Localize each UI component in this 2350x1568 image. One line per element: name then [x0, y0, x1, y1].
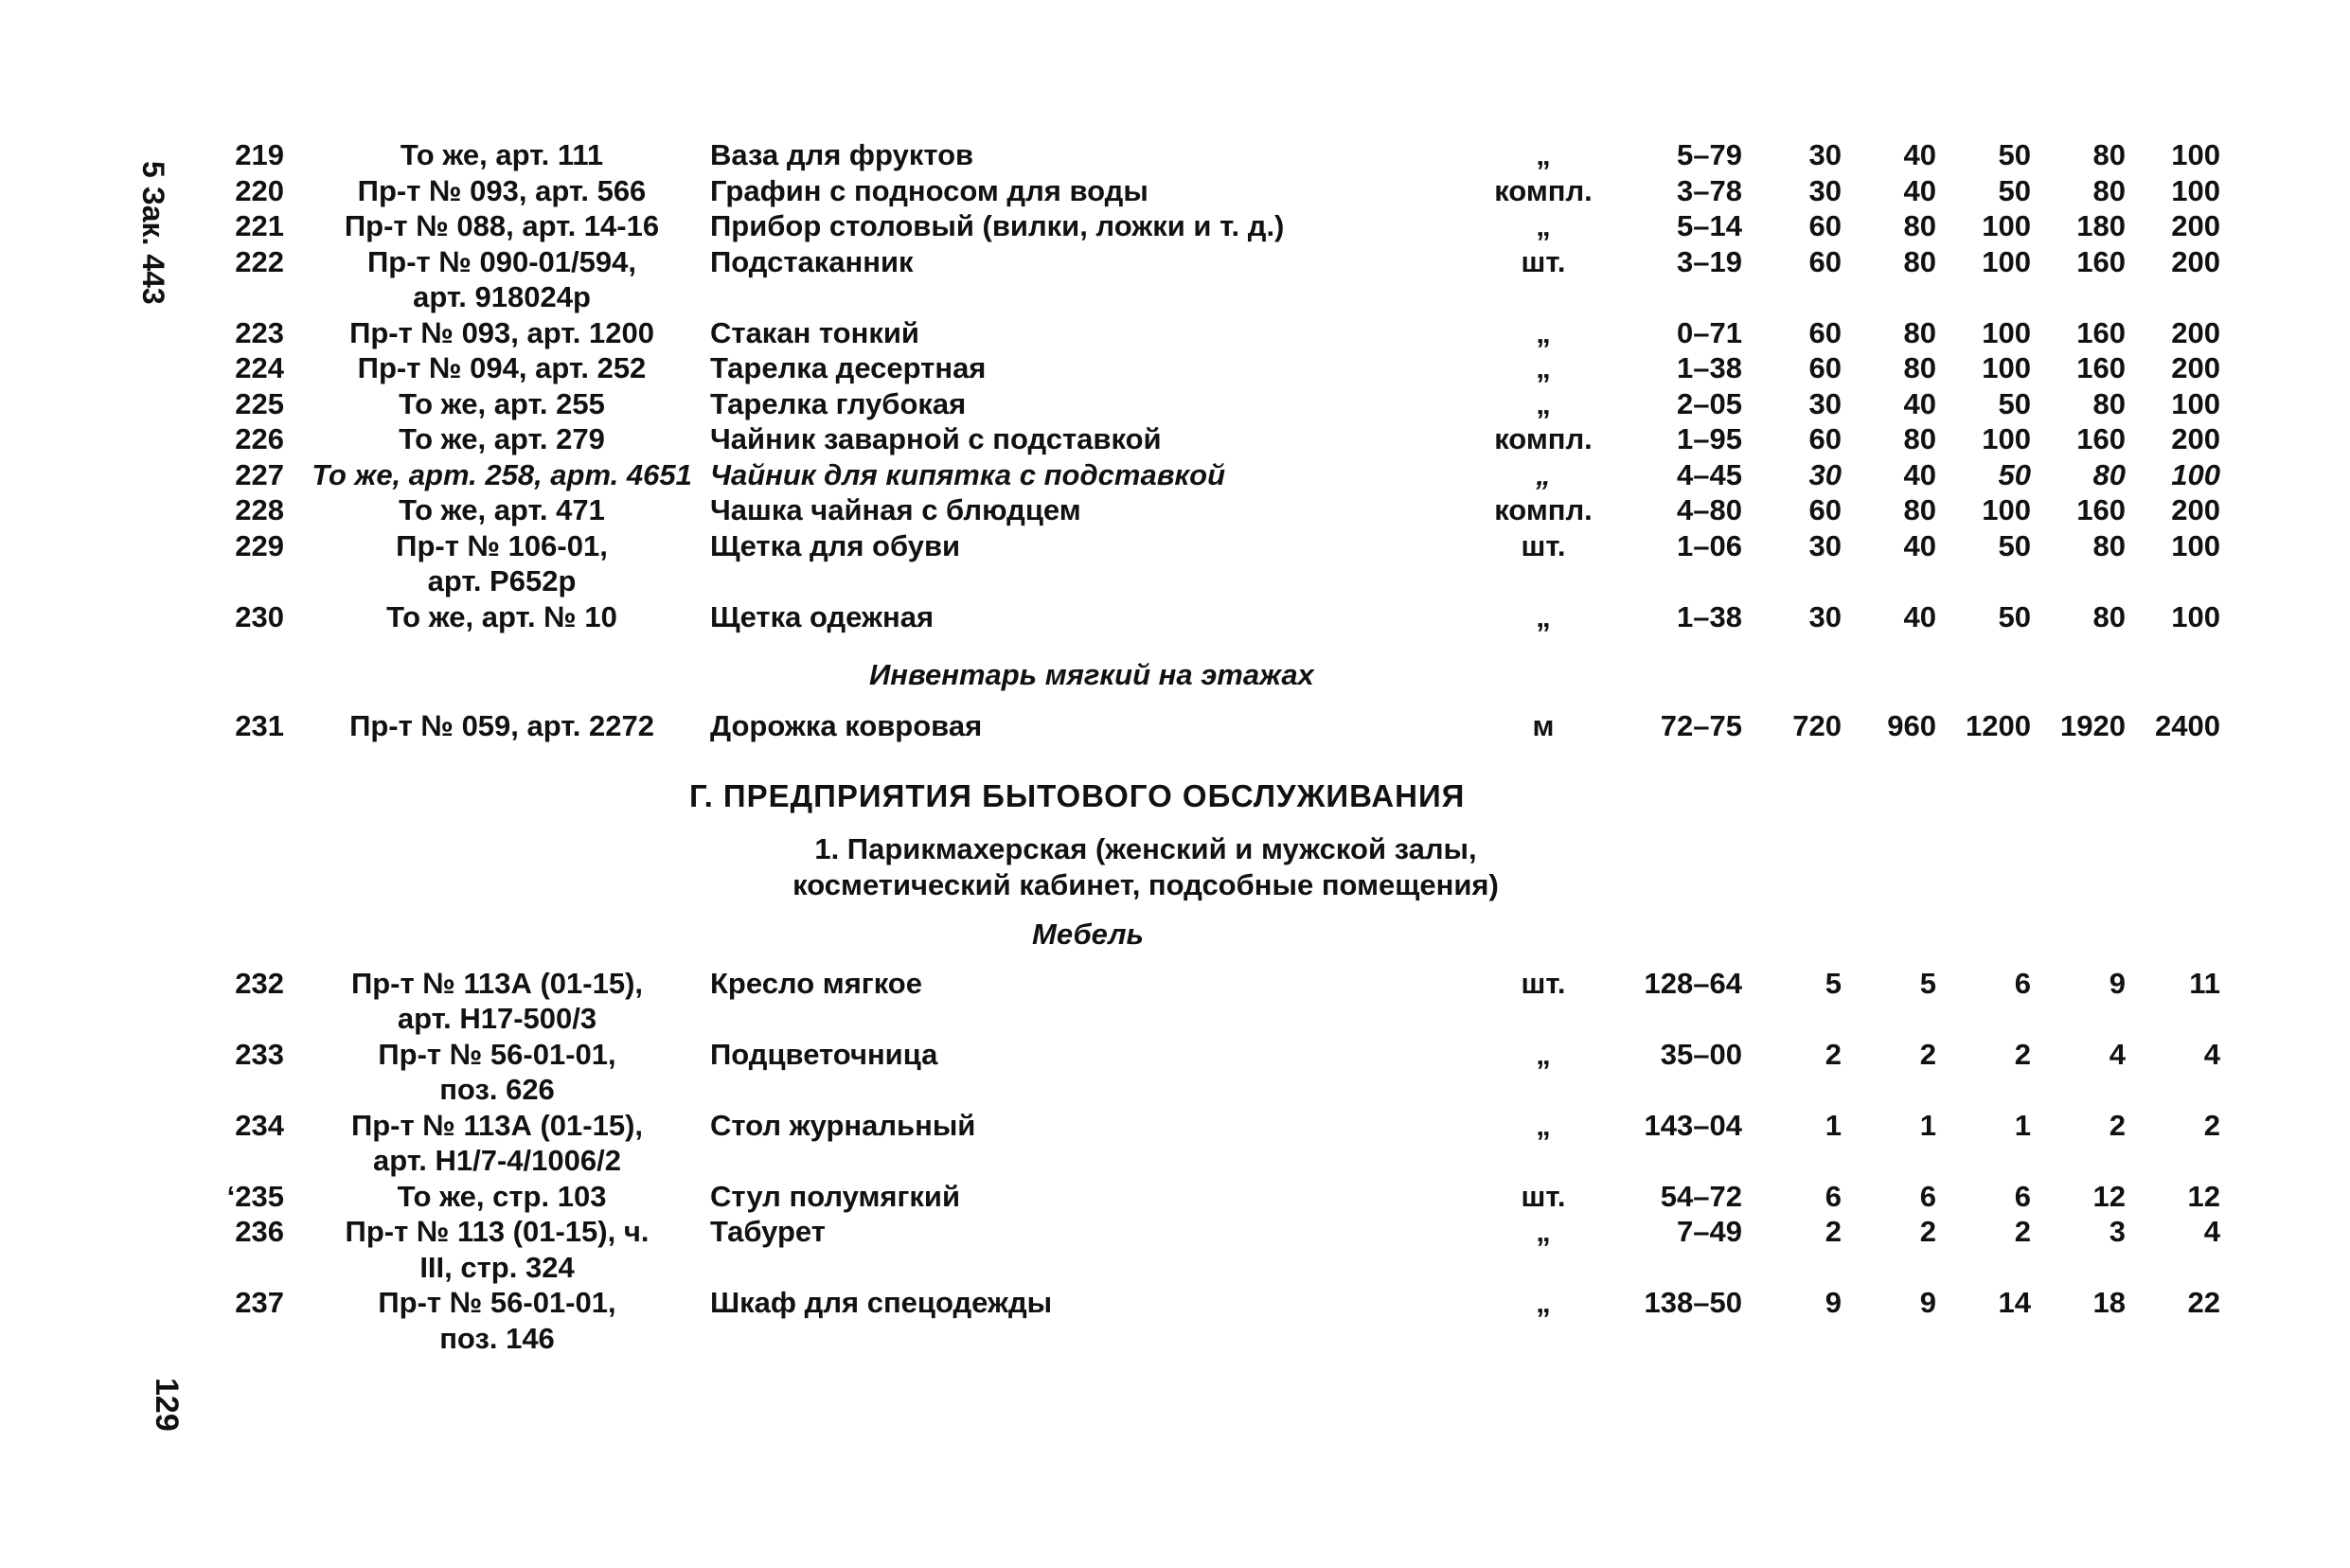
- row-qty-2: 80: [1903, 351, 1936, 384]
- row-qty-5: 200: [2171, 244, 2220, 278]
- row-qty-5: 2: [2203, 1108, 2220, 1142]
- row-name: Стакан тонкий: [710, 315, 919, 349]
- table-row: [0, 315, 2350, 351]
- row-qty-4: 160: [2076, 351, 2126, 384]
- row-price: 72–75: [1660, 709, 1742, 742]
- row-number: 231: [235, 709, 284, 742]
- table-row: [0, 599, 2350, 635]
- table-row: [0, 1285, 2350, 1356]
- row-price: 7–49: [1677, 1215, 1742, 1248]
- row-qty-1: 30: [1808, 386, 1842, 420]
- row-reference: То же, арт. 279: [399, 422, 605, 455]
- row-price: 1–06: [1677, 528, 1742, 562]
- row-qty-4: 12: [2092, 1179, 2126, 1213]
- row-name: Дорожка ковровая: [710, 709, 983, 742]
- row-qty-5: 200: [2171, 315, 2220, 349]
- row-price: 3–19: [1677, 244, 1742, 278]
- row-number: ‘235: [226, 1179, 284, 1213]
- row-name: Табурет: [710, 1215, 826, 1248]
- row-qty-5: 200: [2171, 422, 2220, 455]
- row-qty-1: 720: [1792, 709, 1842, 742]
- row-number: 225: [235, 386, 284, 420]
- row-reference: То же, арт. № 10: [386, 599, 617, 633]
- row-unit: шт.: [1521, 1179, 1566, 1213]
- row-qty-2: 40: [1903, 457, 1936, 491]
- row-qty-3: 50: [1998, 457, 2031, 491]
- table-row: [0, 1214, 2350, 1285]
- row-unit: шт.: [1521, 244, 1566, 278]
- row-qty-1: 1: [1825, 1108, 1842, 1142]
- table-row: [0, 457, 2350, 493]
- row-qty-2: 40: [1903, 138, 1936, 171]
- row-qty-1: 9: [1825, 1286, 1842, 1319]
- side-note: 5 Зак. 443: [136, 161, 170, 305]
- row-qty-5: 22: [2187, 1286, 2220, 1319]
- row-name: Тарелка глубокая: [710, 386, 967, 420]
- row-qty-1: 30: [1808, 457, 1842, 491]
- row-qty-4: 3: [2109, 1215, 2126, 1248]
- row-qty-4: 160: [2076, 422, 2126, 455]
- row-unit: „: [1536, 351, 1551, 384]
- row-qty-3: 6: [2014, 1179, 2031, 1213]
- row-reference: Пр-т № 088, арт. 14-16: [344, 209, 660, 242]
- row-unit: „: [1536, 457, 1551, 491]
- row-qty-4: 18: [2092, 1286, 2126, 1319]
- section-subtitle-line-1: 1. Парикмахерская (женский и мужской залы,: [814, 831, 1477, 865]
- row-qty-1: 60: [1808, 422, 1842, 455]
- row-qty-1: 30: [1808, 599, 1842, 633]
- row-reference: Пр-т № 093, арт. 566: [357, 173, 647, 207]
- row-unit: „: [1536, 599, 1551, 633]
- table-row: [0, 492, 2350, 528]
- row-price: 128–64: [1644, 966, 1742, 1000]
- row-qty-5: 100: [2171, 138, 2220, 171]
- row-name: Ваза для фруктов: [710, 138, 974, 171]
- row-reference: Пр-т № 106-01, арт. Р652р: [396, 528, 608, 597]
- row-qty-1: 60: [1808, 493, 1842, 526]
- row-qty-1: 5: [1825, 966, 1842, 1000]
- row-reference: Пр-т № 113А (01-15), арт. Н17-500/3: [350, 966, 644, 1035]
- row-name: Подцветочница: [710, 1037, 938, 1071]
- row-price: 4–80: [1677, 493, 1742, 526]
- row-price: 5–79: [1677, 138, 1742, 171]
- row-unit: компл.: [1494, 493, 1593, 526]
- row-qty-3: 2: [2014, 1037, 2031, 1071]
- row-qty-3: 100: [1982, 315, 2031, 349]
- table-row: [0, 350, 2350, 386]
- row-name: Прибор столовый (вилки, ложки и т. д.): [710, 209, 1285, 242]
- row-number: 219: [235, 138, 284, 171]
- row-qty-4: 80: [2092, 457, 2126, 491]
- row-qty-4: 9: [2109, 966, 2126, 1000]
- row-qty-4: 1920: [2060, 709, 2126, 742]
- table-row: [0, 208, 2350, 244]
- row-number: 224: [235, 351, 284, 384]
- row-unit: шт.: [1521, 966, 1566, 1000]
- row-qty-3: 2: [2014, 1215, 2031, 1248]
- row-unit: „: [1536, 1215, 1551, 1248]
- row-qty-5: 2400: [2155, 709, 2220, 742]
- row-name: Чайник для кипятка с подставкой: [710, 457, 1226, 491]
- row-number: 226: [235, 422, 284, 455]
- subheading-furniture: Мебель: [1032, 917, 1144, 951]
- row-name: Тарелка десертная: [710, 351, 987, 384]
- row-number: 236: [235, 1215, 284, 1248]
- row-price: 2–05: [1677, 386, 1742, 420]
- row-price: 1–38: [1677, 351, 1742, 384]
- row-qty-4: 80: [2092, 173, 2126, 207]
- table-row: [0, 173, 2350, 209]
- row-qty-3: 50: [1998, 138, 2031, 171]
- row-unit: „: [1536, 1037, 1551, 1071]
- table-row: [0, 1108, 2350, 1179]
- row-unit: „: [1536, 1108, 1551, 1142]
- row-number: 221: [235, 209, 284, 242]
- row-qty-4: 80: [2092, 138, 2126, 171]
- table-row: [0, 1037, 2350, 1108]
- row-qty-4: 80: [2092, 386, 2126, 420]
- row-qty-2: 40: [1903, 599, 1936, 633]
- row-qty-3: 100: [1982, 209, 2031, 242]
- row-qty-5: 100: [2171, 386, 2220, 420]
- row-unit: „: [1536, 386, 1551, 420]
- row-qty-4: 80: [2092, 528, 2126, 562]
- row-reference: То же, арт. 255: [399, 386, 605, 420]
- row-reference: Пр-т № 059, арт. 2272: [349, 709, 654, 742]
- row-qty-3: 50: [1998, 528, 2031, 562]
- row-name: Стул полумягкий: [710, 1179, 961, 1213]
- subheading-soft-inventory: Инвентарь мягкий на этажах: [869, 658, 1314, 691]
- table-row: [0, 137, 2350, 173]
- row-reference: То же, арт. 471: [399, 493, 605, 526]
- section-title: Г. ПРЕДПРИЯТИЯ БЫТОВОГО ОБСЛУЖИВАНИЯ: [689, 777, 1466, 813]
- row-qty-3: 1200: [1966, 709, 2031, 742]
- table-row: [0, 708, 2350, 744]
- table-row: [0, 244, 2350, 315]
- document-body: [0, 137, 2350, 1356]
- row-qty-4: 4: [2109, 1037, 2126, 1071]
- row-name: Чашка чайная с блюдцем: [710, 493, 1081, 526]
- row-number: 234: [235, 1108, 284, 1142]
- row-name: Подстаканник: [710, 244, 914, 278]
- row-number: 223: [235, 315, 284, 349]
- row-unit: „: [1536, 209, 1551, 242]
- row-qty-3: 1: [2014, 1108, 2031, 1142]
- row-qty-5: 100: [2171, 528, 2220, 562]
- table-row: [0, 966, 2350, 1037]
- row-qty-4: 160: [2076, 244, 2126, 278]
- row-qty-5: 100: [2171, 457, 2220, 491]
- row-reference: Пр-т № 56-01-01, поз. 626: [378, 1037, 616, 1106]
- table-row: [0, 421, 2350, 457]
- row-qty-3: 50: [1998, 173, 2031, 207]
- row-qty-2: 1: [1919, 1108, 1936, 1142]
- row-name: Графин с подносом для воды: [710, 173, 1148, 207]
- row-reference: То же, стр. 103: [397, 1179, 607, 1213]
- row-unit: компл.: [1494, 422, 1593, 455]
- row-qty-4: 180: [2076, 209, 2126, 242]
- row-qty-4: 80: [2092, 599, 2126, 633]
- row-qty-2: 2: [1919, 1037, 1936, 1071]
- row-qty-2: 40: [1903, 528, 1936, 562]
- row-name: Стол журнальный: [710, 1108, 976, 1142]
- row-unit: „: [1536, 1286, 1551, 1319]
- row-qty-1: 6: [1825, 1179, 1842, 1213]
- row-unit: компл.: [1494, 173, 1593, 207]
- row-number: 233: [235, 1037, 284, 1071]
- row-qty-1: 2: [1825, 1215, 1842, 1248]
- row-qty-2: 80: [1903, 209, 1936, 242]
- row-name: Шкаф для спецодежды: [710, 1286, 1053, 1319]
- row-price: 143–04: [1644, 1108, 1742, 1142]
- row-price: 54–72: [1660, 1179, 1742, 1213]
- row-unit: м: [1532, 709, 1555, 742]
- row-qty-5: 4: [2203, 1215, 2220, 1248]
- row-name: Чайник заварной с подставкой: [710, 422, 1162, 455]
- row-qty-4: 160: [2076, 493, 2126, 526]
- row-reference: То же, арт. 111: [400, 138, 604, 171]
- row-price: 35–00: [1660, 1037, 1742, 1071]
- row-qty-2: 9: [1919, 1286, 1936, 1319]
- row-qty-1: 30: [1808, 138, 1842, 171]
- row-name: Кресло мягкое: [710, 966, 922, 1000]
- row-qty-1: 30: [1808, 173, 1842, 207]
- row-reference: То же, арт. 258, арт. 4651: [312, 457, 692, 491]
- row-number: 229: [235, 528, 284, 562]
- row-price: 138–50: [1644, 1286, 1742, 1319]
- row-qty-1: 60: [1808, 315, 1842, 349]
- table-row: [0, 1179, 2350, 1215]
- row-qty-2: 960: [1887, 709, 1936, 742]
- row-qty-2: 40: [1903, 173, 1936, 207]
- row-qty-3: 50: [1998, 386, 2031, 420]
- row-qty-2: 80: [1903, 315, 1936, 349]
- row-price: 1–38: [1677, 599, 1742, 633]
- row-qty-5: 4: [2203, 1037, 2220, 1071]
- row-price: 3–78: [1677, 173, 1742, 207]
- row-price: 4–45: [1677, 457, 1742, 491]
- row-qty-5: 100: [2171, 599, 2220, 633]
- row-number: 220: [235, 173, 284, 207]
- section-subtitle-line-2: косметический кабинет, подсобные помещения): [792, 867, 1499, 901]
- row-qty-4: 160: [2076, 315, 2126, 349]
- row-qty-2: 80: [1903, 422, 1936, 455]
- row-number: 237: [235, 1286, 284, 1319]
- row-qty-2: 6: [1919, 1179, 1936, 1213]
- row-name: Щетка одежная: [710, 599, 935, 633]
- row-price: 0–71: [1677, 315, 1742, 349]
- row-qty-5: 200: [2171, 209, 2220, 242]
- row-number: 227: [235, 457, 284, 491]
- row-qty-5: 200: [2171, 493, 2220, 526]
- row-qty-5: 12: [2187, 1179, 2220, 1213]
- row-qty-2: 80: [1903, 244, 1936, 278]
- table-row: [0, 528, 2350, 599]
- row-qty-3: 100: [1982, 422, 2031, 455]
- row-qty-5: 200: [2171, 351, 2220, 384]
- row-qty-1: 60: [1808, 351, 1842, 384]
- row-qty-2: 5: [1919, 966, 1936, 1000]
- row-number: 222: [235, 244, 284, 278]
- row-qty-1: 60: [1808, 209, 1842, 242]
- row-qty-5: 11: [2189, 966, 2220, 1000]
- row-qty-3: 14: [1998, 1286, 2031, 1319]
- row-qty-4: 2: [2109, 1108, 2126, 1142]
- row-qty-3: 100: [1982, 351, 2031, 384]
- row-reference: Пр-т № 56-01-01, поз. 146: [378, 1286, 616, 1355]
- row-reference: Пр-т № 094, арт. 252: [357, 351, 647, 384]
- row-number: 228: [235, 493, 284, 526]
- row-number: 230: [235, 599, 284, 633]
- row-qty-1: 30: [1808, 528, 1842, 562]
- row-qty-1: 60: [1808, 244, 1842, 278]
- row-reference: Пр-т № 113 (01-15), ч. III, стр. 324: [345, 1215, 650, 1284]
- table-row: [0, 386, 2350, 422]
- row-unit: шт.: [1521, 528, 1566, 562]
- row-number: 232: [235, 966, 284, 1000]
- row-qty-2: 2: [1919, 1215, 1936, 1248]
- row-qty-1: 2: [1825, 1037, 1842, 1071]
- row-name: Щетка для обуви: [710, 528, 961, 562]
- row-qty-3: 100: [1982, 493, 2031, 526]
- row-qty-3: 50: [1998, 599, 2031, 633]
- row-unit: „: [1536, 315, 1551, 349]
- row-qty-5: 100: [2171, 173, 2220, 207]
- row-qty-2: 40: [1903, 386, 1936, 420]
- row-qty-2: 80: [1903, 493, 1936, 526]
- page-number: 129: [149, 1378, 185, 1432]
- row-reference: Пр-т № 090-01/594, арт. 918024р: [367, 244, 636, 313]
- row-qty-3: 6: [2014, 966, 2031, 1000]
- row-reference: Пр-т № 113А (01-15), арт. Н1/7-4/1006/2: [350, 1108, 644, 1177]
- row-unit: „: [1536, 138, 1551, 171]
- row-price: 1–95: [1677, 422, 1742, 455]
- row-qty-3: 100: [1982, 244, 2031, 278]
- row-reference: Пр-т № 093, арт. 1200: [349, 315, 654, 349]
- row-price: 5–14: [1677, 209, 1742, 242]
